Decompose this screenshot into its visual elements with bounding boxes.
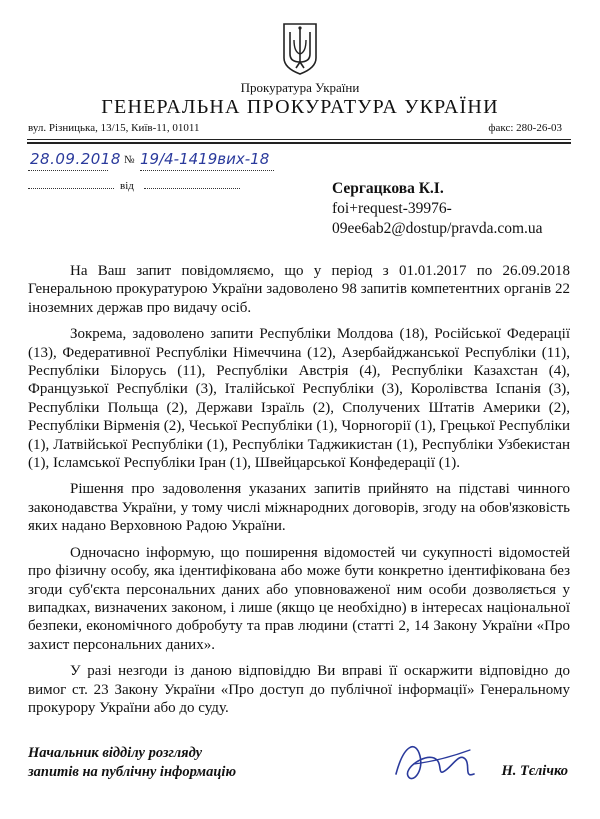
recipient-email-line2: 09ee6ab2@dostup/pravda.com.ua (332, 220, 543, 237)
header-rule-thin (27, 139, 571, 140)
from-label: від (120, 180, 134, 192)
registration-number-label: № (124, 154, 135, 166)
recipient-block (332, 179, 543, 239)
signatory-title-line1: Начальник відділу розгляду (28, 745, 203, 761)
org-fax: факс: 280-26-03 (488, 122, 562, 134)
org-name-title: ГЕНЕРАЛЬНА ПРОКУРАТУРА УКРАЇНИ (101, 96, 499, 118)
recipient-email-line1: foi+request-39976- (332, 200, 452, 217)
registration-date: 28.09.2018 (30, 150, 121, 168)
body-paragraph: На Ваш запит повідомляємо, що у період з 01.01.2017 по 26.09.2018 Генеральною прокуратурою України задоволено 98 запитів компетентних органів 22 іноземних держав про видачу осіб. (28, 263, 570, 316)
signatory-name: Н. Тєлічко (501, 763, 568, 779)
org-address: вул. Різницька, 13/15, Київ-11, 01011 (28, 122, 200, 134)
ref-dotted-line (28, 188, 114, 189)
from-dotted-line (144, 188, 240, 189)
body-paragraph: У разі незгоди із даною відповіддю Ви вправі її оскаржити відповідно до вимог ст. 23 Закону України «Про доступ до публічної інформації» Генеральному прокурору України або до суду. (28, 663, 570, 716)
number-dotted-line (140, 170, 274, 171)
body-paragraph: Рішення про задоволення указаних запитів прийнято на підставі чинного законодавства України, у тому числі міжнародних договорів, згоду на обов'язковість яких надано Верховною Радою України. (28, 481, 570, 535)
body-paragraph: Одночасно інформую, що поширення відомостей чи сукупності відомостей про фізичну особу, яка ідентифікована або може бути конкретно ідентифікована без згоди суб'єкта персональних даних або уповноваженої ним особи дозволяється у випадках, визначених законом, і лише (якщо це необхідно) в інтересах національної безпеки, економічного добробуту та прав людини (статті 2, 14 Закону України «Про захист персональних даних». (28, 544, 570, 653)
signatory-title-line2: запитів на публічну інформацію (28, 764, 237, 780)
registration-number: 19/4-1419вих-18 (140, 150, 270, 168)
letter-body (28, 262, 570, 725)
signatory-title (28, 744, 236, 782)
trident-coat-of-arms-icon (282, 22, 318, 76)
body-paragraph: Зокрема, задоволено запити Республіки Молдова (18), Російської Федерації (13), Федеративної Республіки Німеччина (12), Азербайджанської Республіки (11), Республіки Білорусь (11), Республіки Австрія (4), Республіки Казахстан (4), Французької Республіки (3), Італійської Республіки (3), Королівства Іспанія (3), Республіки Польща (2), Держави Ізраїль (2), Сполучених Штатів Америки (2), Республіки Вірменія (2), Чеської Республіки (1), Чорногорії (1), Грецької Республіки (1), Латвійської Республіки (1), Республіки Таджикистан (1), Республіки Узбекистан (1), Ісламської Республіки Іран (1), Швейцарської Конфедерації (1). (28, 326, 570, 472)
handwritten-signature (390, 734, 480, 792)
org-name-small: Прокуратура України (240, 80, 360, 95)
header-rule-thick (27, 142, 571, 144)
date-dotted-line (28, 170, 108, 171)
recipient-name: Сергацкова К.І. (332, 180, 444, 197)
